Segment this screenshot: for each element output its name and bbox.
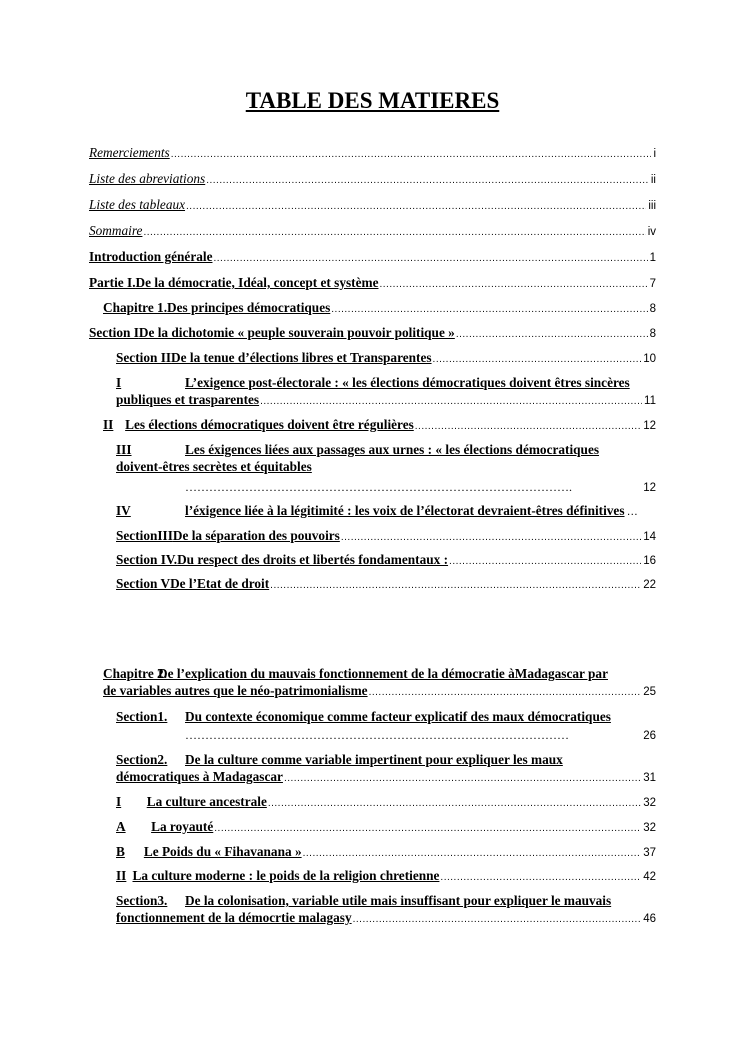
toc-title-cont: démocratiques à Madagascar	[116, 769, 283, 784]
toc-entry-IV[interactable]	[116, 501, 656, 521]
leader-dots	[270, 576, 641, 596]
leader-dots	[341, 528, 641, 548]
toc-entry-culture-moderne[interactable]	[116, 866, 656, 886]
toc-label: Section IV.	[116, 552, 178, 567]
leader-dots	[284, 769, 641, 789]
toc-label: Section V	[116, 576, 171, 591]
toc-title: l’éxigence liée à la légitimité : les voix de l’électorat devraient-êtres définitives	[185, 503, 625, 518]
toc-label: IV	[116, 503, 131, 518]
toc-page: i	[653, 148, 656, 160]
toc-entry-III-line2	[116, 457, 656, 477]
toc-page: 25	[643, 686, 656, 698]
toc-entry-section1-line2[interactable]	[185, 725, 656, 745]
toc-entry-sommaire[interactable]	[89, 221, 656, 241]
leader-dots	[213, 249, 647, 269]
toc-title-cont: fonctionnement de la démocrtie malagasy	[116, 910, 352, 925]
toc-label: I	[116, 794, 122, 809]
toc-title: Les élections démocratiques doivent être régulières	[125, 417, 414, 432]
toc-title: De la colonisation, variable utile mais insuffisant pour expliquer le mauvais	[185, 893, 612, 908]
toc-label: II	[116, 868, 127, 883]
leader-dots	[214, 819, 641, 839]
toc-page: 10	[643, 353, 656, 365]
leader-dots	[440, 868, 641, 888]
toc-label: Liste des tableaux	[89, 197, 186, 212]
toc-title: De la culture comme variable impertinent pour expliquer les maux	[185, 752, 563, 767]
toc-page: 16	[643, 555, 656, 567]
toc-title: De l’Etat de droit	[170, 576, 270, 591]
toc-page: 8	[649, 328, 656, 340]
leader-dots	[433, 350, 642, 370]
toc-entry-remerciements[interactable]	[89, 143, 656, 163]
toc-title: Des principes démocratiques	[167, 300, 331, 315]
toc-page: 37	[643, 847, 656, 859]
toc-entry-section-2[interactable]	[116, 348, 656, 368]
toc-label: Chapitre 1.	[103, 300, 168, 315]
toc-entry-fihavanana[interactable]	[116, 842, 656, 862]
toc-entry-tableaux[interactable]	[89, 195, 656, 215]
toc-label: B	[116, 844, 125, 859]
toc-entry-royaute[interactable]	[116, 817, 656, 837]
toc-entry-section-5[interactable]	[116, 574, 656, 594]
toc-entry-section3-line2[interactable]	[116, 908, 656, 928]
toc-page: 14	[643, 531, 656, 543]
toc-entry-introduction[interactable]	[89, 247, 656, 267]
toc-entry-section-4[interactable]	[116, 550, 656, 570]
toc-entry-section2-line2[interactable]	[116, 767, 656, 787]
leader-dots	[456, 325, 648, 345]
toc-title: De l’explication du mauvais fonctionnement de la démocratie àMadagascar par	[158, 666, 608, 681]
leader-dots	[268, 794, 641, 814]
toc-page: 26	[643, 730, 656, 742]
toc-entry-II[interactable]	[103, 415, 656, 435]
toc-entry-chapitre-2-line2[interactable]	[103, 681, 656, 701]
toc-label: Introduction générale	[89, 249, 213, 264]
toc-entry-section-1[interactable]	[89, 323, 656, 343]
leader-dots	[415, 417, 641, 437]
toc-title: Du contexte économique comme facteur explicatif des maux démocratiques	[185, 709, 611, 724]
toc-entry-III-line3[interactable]	[185, 477, 656, 497]
toc-title: La culture moderne : le poids de la religion chretienne	[132, 868, 440, 883]
toc-label: Section2.	[116, 752, 168, 767]
toc-page: 1	[649, 252, 656, 264]
toc-title: De la démocratie, Idéal, concept et système	[135, 275, 379, 290]
toc-page: 12	[643, 482, 656, 494]
toc-title: Le Poids du « Fihavanana »	[143, 844, 302, 859]
toc-title: Du respect des droits et libertés fondamentaux :	[177, 552, 449, 567]
leader-dots: …………………………………………………………………………………….	[185, 480, 572, 494]
toc-title: De la séparation des pouvoirs	[172, 528, 340, 543]
leader-dots	[206, 171, 649, 191]
leader-dots	[380, 275, 648, 295]
toc-label: I	[116, 375, 122, 390]
leader-dots	[260, 392, 642, 412]
toc-entry-abreviations[interactable]	[89, 169, 656, 189]
toc-entry-I-line2[interactable]	[116, 390, 656, 410]
toc-label: A	[116, 819, 126, 834]
toc-entry-section1-line1[interactable]	[116, 707, 656, 727]
toc-label: Section II	[116, 350, 172, 365]
toc-page: 46	[643, 913, 656, 925]
toc-page: 32	[643, 797, 656, 809]
toc-page: 22	[643, 579, 656, 591]
toc-page: iv	[647, 226, 656, 238]
page-title: TABLE DES MATIERES	[245, 88, 500, 113]
toc-page: 8	[649, 303, 656, 315]
toc-label: Section3.	[116, 893, 168, 908]
toc-page: 31	[643, 772, 656, 784]
toc-label: SectionIII	[116, 528, 173, 543]
leader-dots	[143, 223, 645, 243]
toc-title-cont: publiques et trasparentes	[116, 392, 260, 407]
toc-label: Liste des abreviations	[89, 171, 206, 186]
toc-title: De la tenue d’élections libres et Transparentes	[171, 350, 432, 365]
toc-title: L’exigence post-électorale : « les élections démocratiques doivent êtres sincères	[185, 375, 630, 390]
toc-page: …	[626, 506, 639, 518]
toc-page: 32	[643, 822, 656, 834]
toc-page: 12	[643, 420, 656, 432]
toc-label: III	[116, 442, 132, 457]
leader-dots	[369, 683, 642, 703]
toc-page: 7	[649, 278, 656, 290]
leader-dots	[331, 300, 647, 320]
toc-label: Section1.	[116, 709, 168, 724]
toc-title: De la dichotomie « peuple souverain pouvoir politique »	[138, 325, 455, 340]
toc-title: Les éxigences liées aux passages aux urnes : « les élections démocratiques	[185, 442, 600, 457]
toc-entry-section-3[interactable]	[116, 526, 656, 546]
leader-dots	[353, 910, 642, 930]
toc-title: La royauté	[151, 819, 214, 834]
toc-entry-partie-1[interactable]	[89, 273, 656, 293]
leader-dots	[303, 844, 642, 864]
toc-page: 11	[644, 395, 656, 407]
toc-entry-chapitre-1[interactable]	[103, 298, 656, 318]
leader-dots	[171, 145, 652, 165]
toc-entry-culture-ancestrale[interactable]	[116, 792, 656, 812]
leader-dots	[186, 197, 646, 217]
toc-label: Partie I.	[89, 275, 136, 290]
toc-title-cont: de variables autres que le néo-patrimonialisme	[103, 683, 368, 698]
toc-page: 42	[643, 871, 656, 883]
toc-label: Chapitre 2.	[103, 666, 168, 681]
toc-label: Sommaire	[89, 223, 143, 238]
toc-title-cont: doivent-êtres secrètes et équitables	[116, 459, 312, 474]
toc-title: La culture ancestrale	[146, 794, 267, 809]
toc-label: Remerciements	[89, 145, 170, 160]
toc-label: Section I	[89, 325, 139, 340]
leader-dots: ……………………………………………………………………………………	[185, 728, 569, 742]
toc-label: II	[103, 417, 114, 432]
toc-page: iii	[648, 200, 656, 212]
leader-dots	[449, 552, 641, 572]
toc-page: ii	[650, 174, 656, 186]
